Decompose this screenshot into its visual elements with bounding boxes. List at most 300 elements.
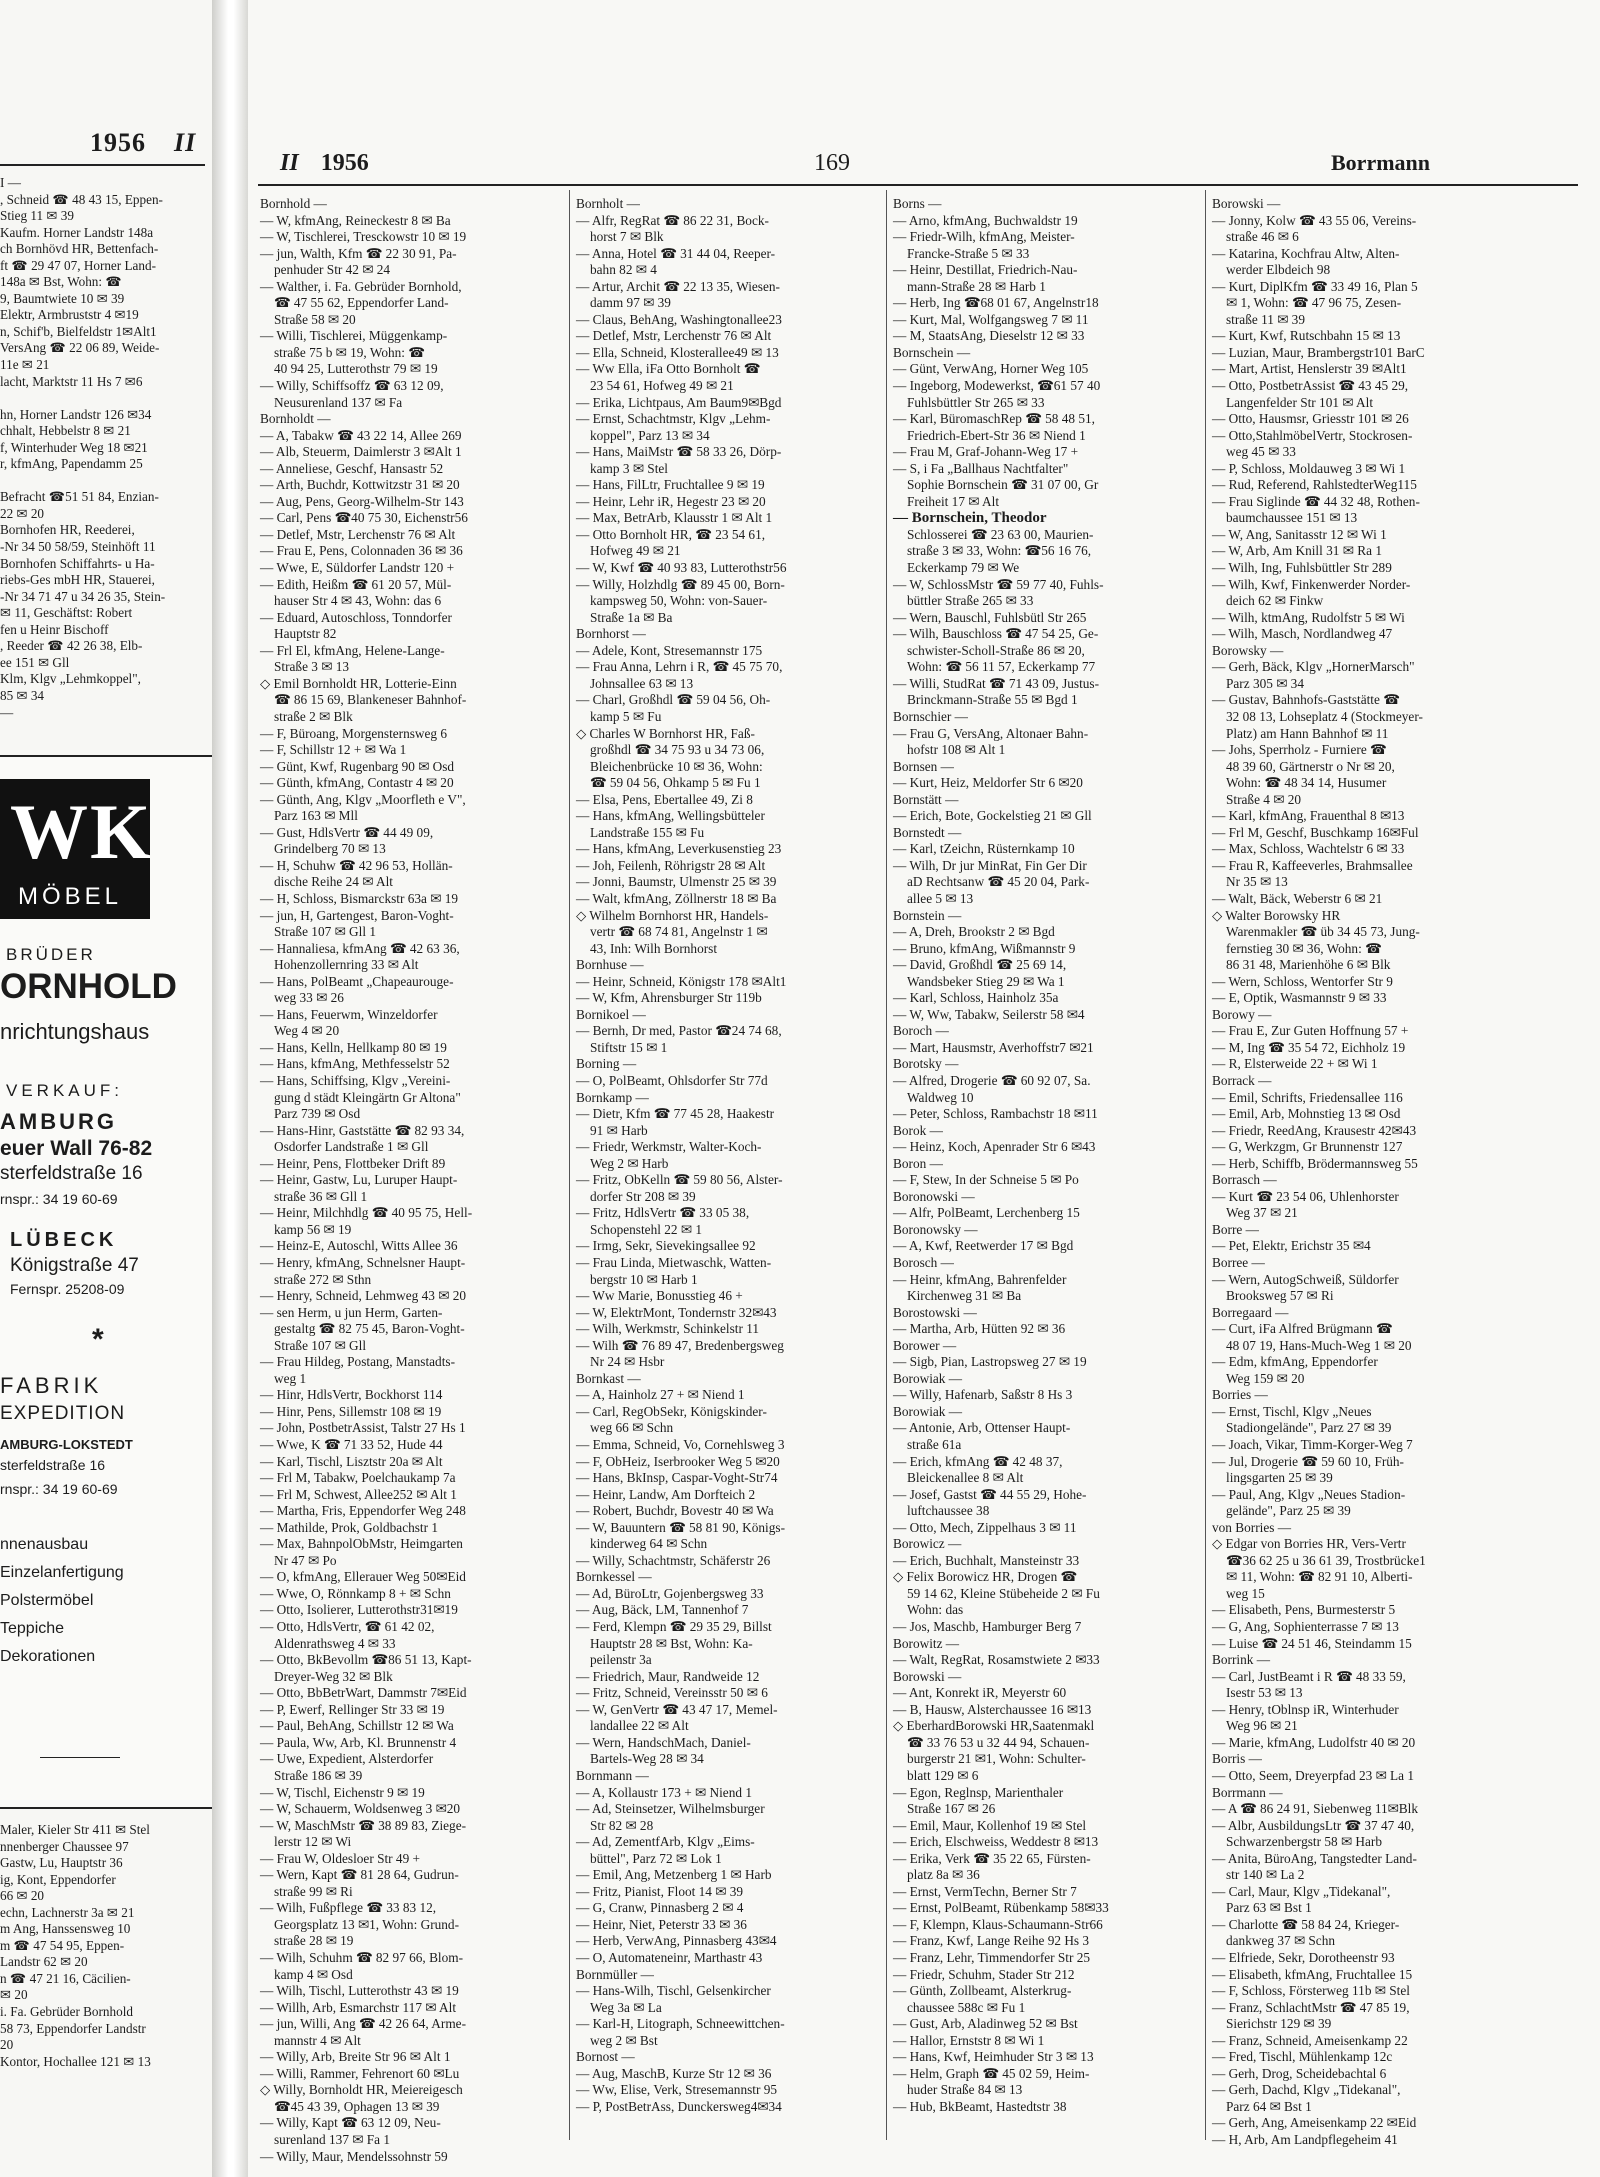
surname-heading: I — bbox=[0, 175, 21, 190]
entry-continuation: weg 66 ✉ Schn bbox=[590, 1420, 674, 1436]
entry-continuation: kamp 4 ✉ Osd bbox=[274, 1966, 353, 1982]
directory-entry: — Erich, Bote, Gockelstieg 21 ✉ Gll bbox=[893, 808, 1092, 824]
directory-entry: — Hans-Wilh, Tischl, Gelsenkircher bbox=[576, 1983, 771, 1999]
directory-entry: — Hans, kfmAng, Methfesselstr 52 bbox=[260, 1056, 450, 1072]
entry-continuation: büttel", Parz 72 ✉ Lok 1 bbox=[590, 1850, 722, 1866]
directory-entry: — Wern, Kapt ☎ 81 28 64, Gudrun- bbox=[260, 1867, 459, 1883]
ad-brand-small: BRÜDER bbox=[6, 945, 96, 964]
directory-entry: — Heinr, Pens, Flottbeker Drift 89 bbox=[260, 1155, 446, 1171]
directory-entry: — Luzian, Maur, Brambergstr101 BarC bbox=[1212, 344, 1425, 360]
directory-entry: — Ernst, Schachtmstr, Klgv „Lehm- bbox=[576, 411, 771, 427]
directory-entry: — Ad, BüroLtr, Gojenbergsweg 33 bbox=[576, 1585, 764, 1601]
directory-entry: 85 ✉ 34 bbox=[0, 687, 45, 703]
page-number: 169 bbox=[814, 150, 850, 176]
directory-entry: , Reeder ☎ 42 26 38, Elb- bbox=[0, 638, 143, 654]
directory-entry: — Wilh, Fußpflege ☎ 33 83 12, bbox=[260, 1900, 437, 1916]
entry-continuation: Landstraße 155 ✉ Fu bbox=[590, 824, 705, 840]
surname-heading: Borrack — bbox=[1212, 1072, 1272, 1088]
directory-entry: — Paula, Ww, Arb, Kl. Brunnenstr 4 bbox=[260, 1734, 457, 1750]
running-head: Borrmann bbox=[1331, 150, 1430, 175]
directory-entry: — Anna, Hotel ☎ 31 44 04, Reeper- bbox=[576, 245, 776, 261]
directory-entry: — Peter, Schloss, Rambachstr 18 ✉11 bbox=[893, 1106, 1098, 1122]
ad-service: Einzelanfertigung bbox=[0, 1564, 124, 1581]
entry-continuation: Friedrich-Ebert-Str 36 ✉ Niend 1 bbox=[907, 427, 1086, 443]
directory-entry: — Robert, Buchdr, Bovestr 40 ✉ Wa bbox=[576, 1503, 774, 1519]
directory-entry: — Hannaliesa, kfmAng ☎ 42 63 36, bbox=[260, 940, 460, 956]
directory-entry: — W, Tischl, Eichenstr 9 ✉ 19 bbox=[260, 1784, 425, 1800]
directory-entry: — Ad, ZementfArb, Klgv „Eims- bbox=[576, 1834, 755, 1850]
surname-heading: Bornholdt — bbox=[260, 411, 331, 427]
directory-entry: — Hub, BkBeamt, Hastedtstr 38 bbox=[893, 2098, 1067, 2114]
directory-entry: — Wern, Bauschl, Fuhlsbütl Str 265 bbox=[893, 609, 1087, 625]
entry-continuation: Straße 4 ✉ 20 bbox=[1226, 791, 1302, 807]
entry-continuation: platz 8a ✉ 36 bbox=[907, 1867, 980, 1883]
directory-entry: — F, Klempn, Klaus-Schaumann-Str66 bbox=[893, 1916, 1103, 1932]
entry-continuation: Straße 107 ✉ Gll 1 bbox=[274, 924, 376, 940]
surname-heading: Bornhorst — bbox=[576, 626, 646, 642]
directory-entry: — Irmg, Sekr, Sievekingsallee 92 bbox=[576, 1238, 756, 1254]
directory-entry: — Elisabeth, Pens, Burmesterstr 5 bbox=[1212, 1602, 1396, 1618]
directory-entry: — Friedr, Werkmstr, Walter-Koch- bbox=[576, 1139, 762, 1155]
directory-entry: VersAng ☎ 22 06 89, Weide- bbox=[0, 340, 160, 356]
directory-entry: — Albr, AusbildungsLtr ☎ 37 47 40, bbox=[1212, 1817, 1415, 1833]
directory-entry: — Martha, Fris, Eppendorfer Weg 248 bbox=[260, 1503, 466, 1519]
directory-entry: 66 ✉ 20 bbox=[0, 1888, 45, 1904]
directory-entry: — Gust, HdlsVertr ☎ 44 49 09, bbox=[260, 824, 434, 840]
directory-column-1 bbox=[260, 196, 564, 2164]
directory-entry: m Ang, Hanssensweg 10 bbox=[0, 1921, 131, 1937]
directory-entry: — Hallor, Ernststr 8 ✉ Wi 1 bbox=[893, 2032, 1045, 2048]
ad-phone-3: rnspr.: 34 19 60-69 bbox=[0, 1481, 118, 1497]
directory-entry: 9, Baumtwiete 10 ✉ 39 bbox=[0, 290, 125, 306]
directory-entry: — Frau W, Oldesloer Str 49 + bbox=[260, 1850, 421, 1866]
directory-entry: — Ella, Schneid, Klosterallee49 ✉ 13 bbox=[576, 344, 779, 360]
surname-heading: Borre — bbox=[1212, 1221, 1259, 1237]
directory-entry: — Hans, kfmAng, Leverkusenstieg 23 bbox=[576, 841, 782, 857]
entry-continuation: straße 2 ✉ Blk bbox=[274, 708, 353, 724]
directory-entry: — Frau R, Kaffeeverles, Brahmsallee bbox=[1212, 857, 1413, 873]
ad-brand-name: ORNHOLD bbox=[0, 967, 177, 1006]
entry-continuation: str 140 ✉ La 2 bbox=[1226, 1867, 1305, 1883]
directory-entry: — Hans, Kelln, Hellkamp 80 ✉ 19 bbox=[260, 1039, 447, 1055]
directory-entry: — Max, BahnpolObMstr, Heimgarten bbox=[260, 1536, 463, 1552]
directory-entry: — David, Großhdl ☎ 25 69 14, bbox=[893, 957, 1067, 973]
entry-continuation: Eckerkamp 79 ✉ We bbox=[907, 560, 1020, 576]
surname-heading: Bornstein — bbox=[893, 907, 962, 923]
directory-entry: echn, Lachnerstr 3a ✉ 21 bbox=[0, 1904, 135, 1920]
directory-entry: — B, Hausw, Alsterchaussee 16 ✉13 bbox=[893, 1701, 1092, 1717]
entry-continuation: 59 14 62, Kleine Stübeheide 2 ✉ Fu bbox=[907, 1585, 1100, 1601]
entry-continuation: schwister-Scholl-Straße 86 ✉ 20, bbox=[907, 642, 1085, 658]
directory-entry: — Otto, BkBevollm ☎86 51 13, Kapt- bbox=[260, 1652, 472, 1668]
directory-entry: — Emil, Arb, Mohnstieg 13 ✉ Osd bbox=[1212, 1106, 1401, 1122]
directory-entry: — F, Büroang, Morgensternsweg 6 bbox=[260, 725, 448, 741]
directory-entry: — Dietr, Kfm ☎ 77 45 28, Haakestr bbox=[576, 1106, 775, 1122]
entry-continuation: 32 08 13, Lohseplatz 4 (Stockmeyer- bbox=[1226, 708, 1423, 724]
directory-entry: Befracht ☎51 51 84, Enzian- bbox=[0, 489, 159, 505]
surname-heading: Borosch — bbox=[893, 1255, 954, 1270]
entry-continuation: Stiftstr 15 ✉ 1 bbox=[590, 1039, 668, 1055]
entry-continuation: fernstieg 30 ✉ 36, Wohn: ☎ bbox=[1226, 940, 1382, 956]
directory-entry: — Erich, kfmAng ☎ 42 48 37, bbox=[893, 1453, 1063, 1469]
entry-continuation: Parz 739 ✉ Osd bbox=[274, 1106, 361, 1122]
entry-continuation: dische Reihe 24 ✉ Alt bbox=[274, 874, 393, 890]
directory-entry: — W, Tischlerei, Tresckowstr 10 ✉ 19 bbox=[260, 229, 467, 245]
directory-entry: — Kurt, DiplKfm ☎ 33 49 16, Plan 5 bbox=[1212, 278, 1418, 294]
entry-continuation: Weg 4 ✉ 20 bbox=[274, 1023, 340, 1039]
entry-continuation: mann-Straße 28 ✉ Harb 1 bbox=[907, 278, 1046, 294]
entry-continuation: Straße 186 ✉ 39 bbox=[274, 1767, 363, 1783]
directory-entry: — Ernst, VermTechn, Berner Str 7 bbox=[893, 1883, 1077, 1899]
entry-continuation: Nr 24 ✉ Hsbr bbox=[590, 1354, 665, 1370]
directory-entry: — Elisabeth, kfmAng, Fruchtallee 15 bbox=[1212, 1966, 1413, 1982]
directory-entry: — Frau Hildeg, Postang, Manstadts- bbox=[260, 1354, 456, 1370]
entry-continuation: straße 11 ✉ 39 bbox=[1226, 311, 1305, 327]
directory-entry: — Günt, Kwf, Rugenbarg 90 ✉ Osd bbox=[260, 758, 455, 774]
directory-entry: -Nr 34 71 47 u 34 26 35, Stein- bbox=[0, 588, 166, 604]
directory-entry: — Walt, kfmAng, Zöllnerstr 18 ✉ Ba bbox=[576, 890, 777, 906]
directory-entry: — Friedr-Wilh, kfmAng, Meister- bbox=[893, 229, 1075, 245]
entry-continuation: dorfer Str 208 ✉ 39 bbox=[590, 1188, 696, 1204]
directory-entry: — Alfr, PolBeamt, Lerchenberg 15 bbox=[893, 1205, 1080, 1221]
ad-service: nnenausbau bbox=[0, 1536, 89, 1553]
directory-entry: — Walther, i. Fa. Gebrüder Bornhold, bbox=[260, 278, 462, 294]
directory-entry: — Gerh, Ang, Ameisenkamp 22 ✉Eid bbox=[1212, 2115, 1417, 2131]
directory-entry: — Hans, Kwf, Heimhuder Str 3 ✉ 13 bbox=[893, 2049, 1094, 2065]
directory-entry: Klm, Klgv „Lehmkoppel", bbox=[0, 671, 141, 687]
column-divider bbox=[886, 190, 887, 2140]
entry-continuation: gestaltg ☎ 82 75 45, Baron-Voght- bbox=[274, 1321, 465, 1337]
surname-heading: Borowiak — bbox=[893, 1403, 963, 1419]
directory-entry: — Joh, Feilenh, Röhrigstr 28 ✉ Alt bbox=[576, 857, 766, 873]
entry-continuation: horst 7 ✉ Blk bbox=[590, 229, 664, 245]
entry-continuation: 48 07 19, Hans-Much-Weg 1 ✉ 20 bbox=[1226, 1337, 1412, 1353]
ad-phone-1: rnspr.: 34 19 60-69 bbox=[0, 1191, 118, 1207]
surname-heading: Bornmann — bbox=[576, 1767, 649, 1783]
directory-entry: — Heinz-E, Autoschl, Witts Allee 36 bbox=[260, 1238, 458, 1254]
directory-entry: — G, Werkzgm, Gr Brunnenstr 127 bbox=[1212, 1139, 1403, 1155]
entry-continuation: Isestr 53 ✉ 13 bbox=[1226, 1685, 1303, 1701]
directory-entry: — Marie, kfmAng, Ludolfstr 40 ✉ 20 bbox=[1212, 1734, 1416, 1750]
entry-continuation: straße 272 ✉ Sthn bbox=[274, 1271, 372, 1287]
surname-heading: Bornsen — bbox=[893, 758, 954, 774]
directory-entry: — Fritz, HdlsVertr ☎ 33 05 38, bbox=[576, 1205, 750, 1221]
entry-continuation: Freiheit 17 ✉ Alt bbox=[907, 493, 1000, 509]
directory-entry: — A ☎ 86 24 91, Siebenweg 11✉Blk bbox=[1212, 1801, 1418, 1817]
directory-entry: — Josef, Gastst ☎ 44 55 29, Hohe- bbox=[893, 1486, 1087, 1502]
entry-continuation: baumchaussee 151 ✉ 13 bbox=[1226, 510, 1358, 526]
directory-entry: — Otto,StahlmöbelVertr, Stockrosen- bbox=[1212, 427, 1413, 443]
directory-entry: — Wilh ☎ 76 89 47, Bredenbergsweg bbox=[576, 1337, 784, 1353]
entry-continuation: kamp 56 ✉ 19 bbox=[274, 1221, 352, 1237]
directory-entry: — Frl M, Tabakw, Poelchaukamp 7a bbox=[260, 1470, 456, 1486]
directory-entry: — Wern, AutogSchweiß, Süldorfer bbox=[1212, 1271, 1399, 1287]
header-rule bbox=[258, 184, 1578, 186]
entry-continuation: Kirchenweg 31 ✉ Ba bbox=[907, 1288, 1022, 1304]
directory-entry: — Wwe, E, Süldorfer Landstr 120 + bbox=[260, 560, 455, 576]
logo-initials: WK bbox=[10, 788, 153, 875]
directory-entry: — Jonny, Kolw ☎ 43 55 06, Vereins- bbox=[1212, 212, 1417, 228]
surname-heading: Borostowski — bbox=[893, 1304, 977, 1320]
directory-entry: 20 bbox=[0, 2037, 14, 2053]
directory-entry: — H, Arb, Am Landpflegeheim 41 bbox=[1212, 2131, 1398, 2147]
left-header-rule bbox=[0, 164, 205, 166]
directory-entry: ◇ EberhardBorowski HR,Saatenmakl bbox=[893, 1718, 1095, 1734]
directory-entry: 11e ✉ 21 bbox=[0, 357, 50, 373]
directory-entry: — Bernh, Dr med, Pastor ☎24 74 68, bbox=[576, 1023, 782, 1039]
entry-continuation: Neusurenland 137 ✉ Fa bbox=[274, 394, 403, 410]
directory-entry: — Heinr, Milchhdlg ☎ 40 95 75, Hell- bbox=[260, 1205, 473, 1221]
directory-entry: — Ww, Elise, Verk, Stresemannstr 95 bbox=[576, 2082, 778, 2098]
entry-continuation: Straße 3 ✉ 13 bbox=[274, 659, 350, 675]
directory-entry: — Frau G, VersAng, Altonaer Bahn- bbox=[893, 725, 1089, 741]
directory-entry: — Frau M, Graf-Johann-Weg 17 + bbox=[893, 444, 1079, 460]
directory-entry: — Otto Bornholt HR, ☎ 23 54 61, bbox=[576, 526, 766, 542]
surname-heading: Borower — bbox=[893, 1337, 957, 1353]
right-header-volume: II bbox=[280, 150, 299, 176]
directory-entry: — Emil, Maur, Kollenhof 19 ✉ Stel bbox=[893, 1817, 1087, 1833]
directory-entry: — Wilh, Tischl, Lutterothstr 43 ✉ 19 bbox=[260, 1983, 459, 1999]
directory-entry: — jun, H, Gartengest, Baron-Voght- bbox=[260, 907, 454, 923]
directory-entry: — Hinr, HdlsVertr, Bockhorst 114 bbox=[260, 1387, 443, 1403]
directory-entry: — Günth, Ang, Klgv „Moorfleth e V", bbox=[260, 791, 466, 807]
ad-brand-subtitle: nrichtungshaus bbox=[0, 1019, 150, 1044]
directory-entry: — Sigb, Pian, Lastropsweg 27 ✉ 19 bbox=[893, 1354, 1087, 1370]
surname-heading: Borotsky — bbox=[893, 1056, 959, 1072]
entry-continuation: Parz 163 ✉ Mll bbox=[274, 808, 358, 824]
directory-entry: Bornhofen Schiffahrts- u Ha- bbox=[0, 555, 155, 571]
directory-entry: — Friedr, Schuhm, Stader Str 212 bbox=[893, 1966, 1075, 1982]
entry-continuation: weg 45 ✉ 33 bbox=[1226, 444, 1296, 460]
surname-heading: Borrasch — bbox=[1212, 1172, 1277, 1188]
entry-continuation: koppel", Parz 13 ✉ 34 bbox=[590, 427, 710, 443]
directory-entry: — Alb, Steuerm, Daimlerstr 3 ✉Alt 1 bbox=[260, 444, 462, 460]
surname-heading: Borries — bbox=[1212, 1387, 1268, 1403]
entry-continuation: vertr ☎ 68 74 81, Angelnstr 1 ✉ bbox=[590, 924, 768, 940]
directory-entry: — Willy, Holzhdlg ☎ 89 45 00, Born- bbox=[576, 576, 785, 592]
ad-services bbox=[0, 1531, 124, 1671]
directory-entry: — Heinz, Koch, Apenrader Str 6 ✉43 bbox=[893, 1139, 1096, 1155]
directory-entry: — Ernst, PolBeamt, Rübenkamp 58✉33 bbox=[893, 1900, 1109, 1916]
directory-entry: — Anneliese, Geschf, Hansastr 52 bbox=[260, 460, 444, 476]
directory-entry: — Emil, Ang, Metzenberg 1 ✉ Harb bbox=[576, 1867, 772, 1883]
directory-entry: — Wilh, Werkmstr, Schinkelstr 11 bbox=[576, 1321, 760, 1337]
directory-entry: — Hans, FilLtr, Fruchtallee 9 ✉ 19 bbox=[576, 477, 765, 493]
entry-continuation: surenland 137 ✉ Fa 1 bbox=[274, 2131, 391, 2147]
directory-entry: — O, Automateneinr, Marthastr 43 bbox=[576, 1949, 763, 1965]
directory-entry: — Willy, Schachtmstr, Schäferstr 26 bbox=[576, 1552, 771, 1568]
entry-continuation: ☎ 59 04 56, Ohkamp 5 ✉ Fu 1 bbox=[590, 775, 761, 791]
entry-continuation: Langenfelder Str 101 ✉ Alt bbox=[1226, 394, 1374, 410]
directory-entry: — Charlotte ☎ 58 84 24, Krieger- bbox=[1212, 1916, 1400, 1932]
entry-continuation: Parz 63 ✉ Bst 1 bbox=[1226, 1900, 1312, 1916]
directory-entry: — A, Kollaustr 173 + ✉ Niend 1 bbox=[576, 1784, 752, 1800]
directory-entry: — Willy, Arb, Breite Str 96 ✉ Alt 1 bbox=[260, 2049, 451, 2065]
surname-heading: Borrink — bbox=[1212, 1652, 1270, 1668]
directory-entry: — jun, Willi, Ang ☎ 42 26 64, Arme- bbox=[260, 2016, 466, 2032]
surname-heading: von Borries — bbox=[1212, 1519, 1292, 1535]
entry-continuation: straße 28 ✉ 19 bbox=[274, 1933, 354, 1949]
ad-factory-address-2: sterfeldstraße 16 bbox=[0, 1457, 106, 1473]
directory-entry: — Luise ☎ 24 51 46, Steindamm 15 bbox=[1212, 1635, 1412, 1651]
entry-continuation: deich 62 ✉ Finkw bbox=[1226, 593, 1324, 609]
directory-entry: — Hans, Schiffsing, Klgv „Vereini- bbox=[260, 1072, 451, 1088]
directory-entry: — Frau Anna, Lehrn i R, ☎ 45 75 70, bbox=[576, 659, 783, 675]
directory-entry: — Karl, tZeichn, Rüsternkamp 10 bbox=[893, 841, 1075, 857]
surname-heading: Boronowsky — bbox=[893, 1221, 978, 1237]
directory-entry: ◇ Walter Borowsky HR bbox=[1212, 907, 1341, 923]
directory-entry: — W, MaschMstr ☎ 38 89 83, Ziege- bbox=[260, 1817, 467, 1833]
directory-entry: ✉ 11, Geschäftst: Robert bbox=[0, 605, 133, 621]
entry-continuation: huder Straße 84 ✉ 13 bbox=[907, 2082, 1023, 2098]
directory-entry: — Herb, VerwAng, Pinnasberg 43✉4 bbox=[576, 1933, 777, 1949]
entry-continuation: kinderweg 64 ✉ Schn bbox=[590, 1536, 708, 1552]
directory-entry: — G, Ang, Sophienterrasse 7 ✉ 13 bbox=[1212, 1619, 1399, 1635]
directory-entry: — Johs, Sperrholz - Furniere ☎ bbox=[1212, 742, 1387, 758]
left-page bbox=[0, 0, 212, 2177]
entry-continuation: weg 2 ✉ Bst bbox=[590, 2032, 658, 2048]
directory-entry: — Willi, StudRat ☎ 71 43 09, Justus- bbox=[893, 675, 1100, 691]
entry-continuation: Nr 47 ✉ Po bbox=[274, 1552, 337, 1568]
surname-heading: Boroch — bbox=[893, 1023, 949, 1039]
directory-entry: — Joach, Vikar, Timm-Korger-Weg 7 bbox=[1212, 1437, 1413, 1453]
directory-entry: — Artur, Archit ☎ 22 13 35, Wiesen- bbox=[576, 278, 780, 294]
directory-entry: — Emil, Schrifts, Friedensallee 116 bbox=[1212, 1089, 1403, 1105]
entry-continuation: Bartels-Weg 28 ✉ 34 bbox=[590, 1751, 704, 1767]
directory-entry: — Carl, Pens ☎40 75 30, Eichenstr56 bbox=[260, 510, 468, 526]
directory-entry: — W, ElektrMont, Tondernstr 32✉43 bbox=[576, 1304, 777, 1320]
directory-entry: — Willy, Schiffsoffz ☎ 63 12 09, bbox=[260, 378, 444, 394]
directory-entry: — Erich, Elschweiss, Weddestr 8 ✉13 bbox=[893, 1834, 1099, 1850]
directory-entry: — Detlef, Mstr, Lerchenstr 76 ✉ Alt bbox=[576, 328, 772, 344]
directory-entry: — Willi, Rammer, Fehrenort 60 ✉Lu bbox=[260, 2065, 460, 2081]
directory-entry bbox=[0, 473, 212, 490]
directory-column-3 bbox=[893, 196, 1199, 2146]
entry-continuation: Francke-Straße 5 ✉ 33 bbox=[907, 245, 1030, 261]
directory-entry: — bbox=[0, 704, 14, 720]
entry-continuation: 86 31 48, Marienhöhe 6 ✉ Blk bbox=[1226, 957, 1391, 973]
directory-entry: — Gust, Arb, Aladinweg 52 ✉ Bst bbox=[893, 2016, 1078, 2032]
entry-continuation: Straße 1a ✉ Ba bbox=[590, 609, 673, 625]
directory-entry: — Hinr, Pens, Sillemstr 108 ✉ 19 bbox=[260, 1403, 442, 1419]
entry-continuation: blatt 129 ✉ 6 bbox=[907, 1767, 979, 1783]
directory-entry: — Karl-H, Litograph, Schneewittchen- bbox=[576, 2016, 785, 2032]
entry-continuation: ☎ 33 76 53 u 32 44 94, Schauen- bbox=[907, 1734, 1090, 1750]
directory-entry bbox=[0, 390, 212, 407]
directory-entry: — O, kfmAng, Ellerauer Weg 50✉Eid bbox=[260, 1569, 466, 1585]
entry-continuation: Platz) am Hann Bahnhof ✉ 11 bbox=[1226, 725, 1389, 741]
entry-continuation: dankweg 37 ✉ Schn bbox=[1226, 1933, 1336, 1949]
directory-entry: — Mart, Hausmstr, Averhoffstr7 ✉21 bbox=[893, 1039, 1094, 1055]
directory-entry: — Mart, Artist, Henslerstr 39 ✉Alt1 bbox=[1212, 361, 1407, 377]
directory-entry: — Ant, Konrekt iR, Meyerstr 60 bbox=[893, 1685, 1067, 1701]
directory-entry: — Hans, kfmAng, Wellingsbütteler bbox=[576, 808, 765, 824]
ad-factory: FABRIK bbox=[0, 1373, 103, 1398]
directory-entry: — Wilh, Masch, Nordlandweg 47 bbox=[1212, 626, 1393, 642]
directory-entry: — Günth, kfmAng, Contastr 4 ✉ 20 bbox=[260, 775, 454, 791]
directory-entry: — Uwe, Expedient, Alsterdorfer bbox=[260, 1751, 434, 1767]
entry-continuation: Wohn: ☎ 48 34 14, Husumer bbox=[1226, 775, 1387, 791]
directory-entry: — Katarina, Kochfrau Altw, Alten- bbox=[1212, 245, 1400, 261]
directory-entry: — Jos, Maschb, Hamburger Berg 7 bbox=[893, 1619, 1082, 1635]
entry-continuation: Wandsbeker Stieg 29 ✉ Wa 1 bbox=[907, 973, 1065, 989]
directory-entry: — Franz, Schneid, Ameisenkamp 22 bbox=[1212, 2032, 1408, 2048]
directory-entry: — sen Herm, u jun Herm, Garten- bbox=[260, 1304, 443, 1320]
entry-continuation: straße 3 ✉ 33, Wohn: ☎56 16 76, bbox=[907, 543, 1092, 559]
entry-continuation: Weg 2 ✉ Harb bbox=[590, 1155, 669, 1171]
directory-entry: — P, Schloss, Moldauweg 3 ✉ Wi 1 bbox=[1212, 460, 1406, 476]
entry-continuation: Hohenzollernring 33 ✉ Alt bbox=[274, 957, 419, 973]
entry-continuation: Wohn: ☎ 56 11 57, Eckerkamp 77 bbox=[907, 659, 1096, 675]
surname-heading: Borris — bbox=[1212, 1751, 1262, 1767]
entry-continuation: Schwarzenbergstr 58 ✉ Harb bbox=[1226, 1834, 1383, 1850]
directory-entry: — Wwe, K ☎ 71 33 52, Hude 44 bbox=[260, 1437, 443, 1453]
surname-heading: Borrmann — bbox=[1212, 1784, 1283, 1800]
advertisement bbox=[0, 755, 212, 1809]
directory-entry: — G, Cranw, Pinnasberg 2 ✉ 4 bbox=[576, 1900, 744, 1916]
entry-continuation: Schopenstehl 22 ✉ 1 bbox=[590, 1221, 702, 1237]
directory-entry: — Ad, Steinsetzer, Wilhelmsburger bbox=[576, 1801, 765, 1817]
book-gutter bbox=[212, 0, 248, 2177]
directory-entry: — Emma, Schneid, Vo, Cornehlsweg 3 bbox=[576, 1437, 785, 1453]
entry-continuation: penhuder Str 42 ✉ 24 bbox=[274, 262, 391, 278]
directory-entry: ig, Kont, Eppendorfer bbox=[0, 1871, 116, 1887]
directory-entry: — Gerh, Dachd, Klgv „Tidekanal", bbox=[1212, 2082, 1401, 2098]
entry-continuation: Warenmakler ☎ üb 34 45 73, Jung- bbox=[1226, 924, 1420, 940]
entry-continuation: Brooksweg 57 ✉ Ri bbox=[1226, 1288, 1334, 1304]
directory-entry: — Willy, Hafenarb, Saßstr 8 Hs 3 bbox=[893, 1387, 1073, 1403]
entry-continuation: Hauptstr 28 ✉ Bst, Wohn: Ka- bbox=[590, 1635, 753, 1651]
directory-entry: Kontor, Hochallee 121 ✉ 13 bbox=[0, 2053, 151, 2069]
directory-entry: — Wern, HandschMach, Daniel- bbox=[576, 1734, 751, 1750]
directory-entry: — O, PolBeamt, Ohlsdorfer Str 77d bbox=[576, 1072, 768, 1088]
directory-entry: — W, Bauuntern ☎ 58 81 90, Königs- bbox=[576, 1519, 785, 1535]
directory-entry: ✉ 20 bbox=[0, 1987, 28, 2003]
directory-entry: ◇ Felix Borowicz HR, Drogen ☎ bbox=[893, 1569, 1078, 1585]
ad-city-hamburg: AMBURG bbox=[0, 1109, 117, 1134]
ad-factory-address-1: AMBURG-LOKSTEDT bbox=[0, 1437, 133, 1452]
ad-sales-label: VERKAUF: bbox=[6, 1081, 124, 1100]
directory-entry: — Kurt ☎ 23 54 06, Uhlenhorster bbox=[1212, 1188, 1399, 1204]
entry-continuation: aD Rechtsanw ☎ 45 20 04, Park- bbox=[907, 874, 1090, 890]
entry-continuation: büttler Straße 265 ✉ 33 bbox=[907, 593, 1034, 609]
entry-continuation: Bleickenallee 8 ✉ Alt bbox=[907, 1470, 1024, 1486]
ad-address-1: euer Wall 76-82 bbox=[0, 1137, 153, 1160]
directory-entry: — Wilh, Kwf, Finkenwerder Norder- bbox=[1212, 576, 1411, 592]
directory-entry: — Ernst, Tischl, Klgv „Neues bbox=[1212, 1403, 1372, 1419]
directory-entry: — Walt, Bäck, Weberstr 6 ✉ 21 bbox=[1212, 890, 1383, 906]
directory-entry: f, Winterhuder Weg 18 ✉21 bbox=[0, 439, 148, 455]
entry-continuation: Brinckmann-Straße 55 ✉ Bgd 1 bbox=[907, 692, 1078, 708]
entry-continuation: straße 61a bbox=[907, 1437, 962, 1453]
column-divider bbox=[1205, 190, 1206, 2140]
directory-entry: — Henry, kfmAng, Schnelsner Haupt- bbox=[260, 1255, 466, 1270]
directory-entry: ch Bornhövd HR, Bettenfach- bbox=[0, 241, 159, 257]
directory-entry: — Otto, BbBetrWart, Dammstr 7✉Eid bbox=[260, 1685, 467, 1701]
entry-continuation: Wohn: das bbox=[907, 1602, 964, 1618]
directory-entry: — S, i Fa „Ballhaus Nachtfalter" bbox=[893, 460, 1069, 476]
directory-entry: — R, Elsterweide 22 + ✉ Wi 1 bbox=[1212, 1056, 1378, 1072]
directory-column-2 bbox=[576, 196, 882, 2146]
directory-entry: — Antonie, Arb, Ottenser Haupt- bbox=[893, 1420, 1071, 1436]
directory-entry: — P, Ewerf, Rellinger Str 33 ✉ 19 bbox=[260, 1701, 445, 1717]
directory-entry: — Detlef, Mstr, Lerchenstr 76 ✉ Alt bbox=[260, 526, 456, 542]
directory-entry: — Fritz, Pianist, Floot 14 ✉ 39 bbox=[576, 1883, 744, 1899]
directory-entry: — Walt, RegRat, Rosamstwiete 2 ✉33 bbox=[893, 1652, 1100, 1668]
directory-entry: — W, Ww, Tabakw, Seilerstr 58 ✉4 bbox=[893, 1006, 1085, 1022]
directory-entry: — Arth, Buchdr, Kottwitzstr 31 ✉ 20 bbox=[260, 477, 460, 493]
entry-continuation: bergstr 10 ✉ Harb 1 bbox=[590, 1271, 698, 1287]
